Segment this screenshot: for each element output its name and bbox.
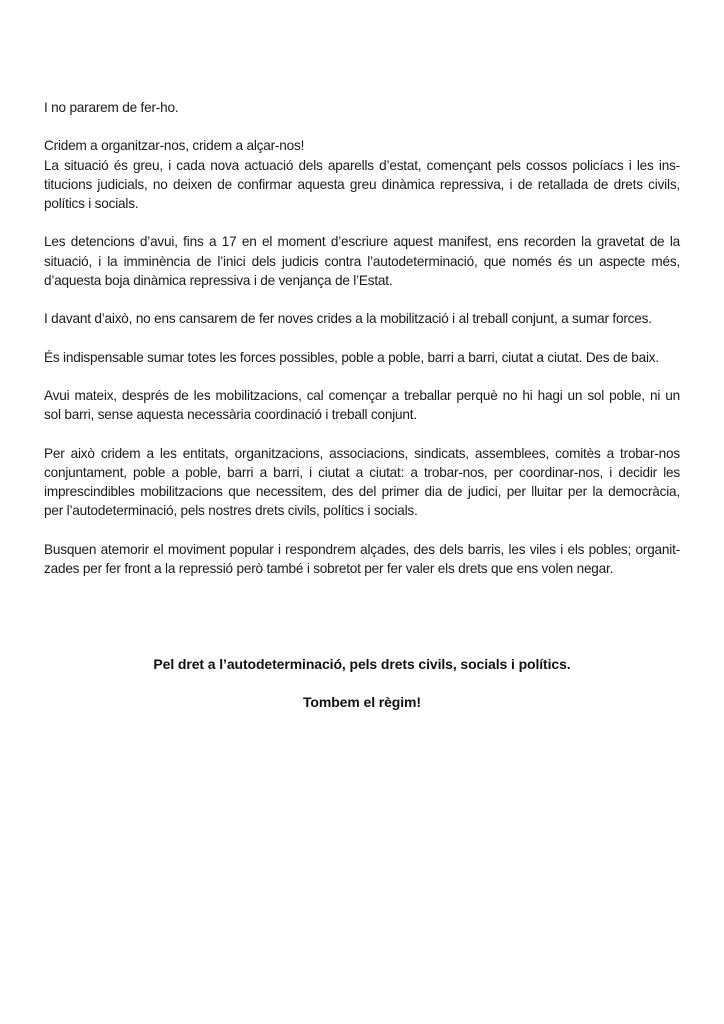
paragraph-7 [44,444,680,521]
text-line: titucions judicials, no deixen de confirmar aquesta greu dinàmica repressiva, i de retallada de drets civils, [44,176,680,192]
text-line: És indispensable sumar totes les forces possibles, poble a poble, barri a barri, ciutat a ciutat. Des de baix. [44,349,659,365]
text-line: zades per fer front a la repressió però també i sobretot per fer valer els drets que ens volen negar. [44,560,614,576]
paragraph-6 [44,386,680,424]
text-line: Les detencions d’avui, fins a 17 en el moment d’escriure aquest manifest, ens recorden la gravetat de la [44,234,680,250]
paragraph-3 [44,232,680,290]
text-line: Avui mateix, després de les mobilitzacions, cal començar a treballar perquè no hi hagi un sol poble, ni un [44,387,680,403]
slogan-tombem-el-regim: Tombem el règim! [303,694,421,710]
paragraph-1 [44,98,680,117]
text-line: sol barri, sense aquesta necessària coordinació i treball conjunt. [44,407,417,423]
text-line: Busquen atemorir el moviment popular i respondrem alçades, des dels barris, les viles i els pobles; organit- [44,541,680,557]
text-line: d’aquesta boja dinàmica repressiva i de venjança de l’Estat. [44,272,393,288]
paragraph-4 [44,309,680,328]
text-line: polítics i socials. [44,196,139,211]
text-line: conjuntament, poble a poble, barri a barri, i ciutat a ciutat: a trobar-nos, per coordinar-nos, i decidir les [44,464,680,480]
text-line: per l’autodeterminació, pels nostres drets civils, polítics i socials. [44,503,418,519]
paragraph-8 [44,540,680,578]
slogan-self-determination: Pel dret a l’autodeterminació, pels drets civils, socials i polítics. [153,656,571,672]
paragraph-5 [44,348,680,367]
text-line: Per això cridem a les entitats, organitzacions, associacions, sindicats, assemblees, comitès a trobar-nos [44,445,680,461]
paragraph-2 [44,136,680,213]
text-line: I no pararem de fer-ho. [44,100,179,115]
manifesto-body [44,98,680,597]
text-line: situació, i la imminència de l’inici dels judicis contra l’autodeterminació, que només és un aspecte més, [44,253,680,269]
text-line: Cridem a organitzar-nos, cridem a alçar-nos! [44,138,305,154]
text-line: I davant d’això, no ens cansarem de fer noves crides a la mobilització i al treball conjunt, a sumar forces. [44,311,652,327]
text-line: La situació és greu, i cada nova actuació dels aparells d’estat, començant pels cossos policíacs i les ins- [44,157,680,173]
text-line: imprescindibles mobilitzacions que necessitem, des del primer dia de judici, per lluitar per la democràcia, [44,483,680,499]
